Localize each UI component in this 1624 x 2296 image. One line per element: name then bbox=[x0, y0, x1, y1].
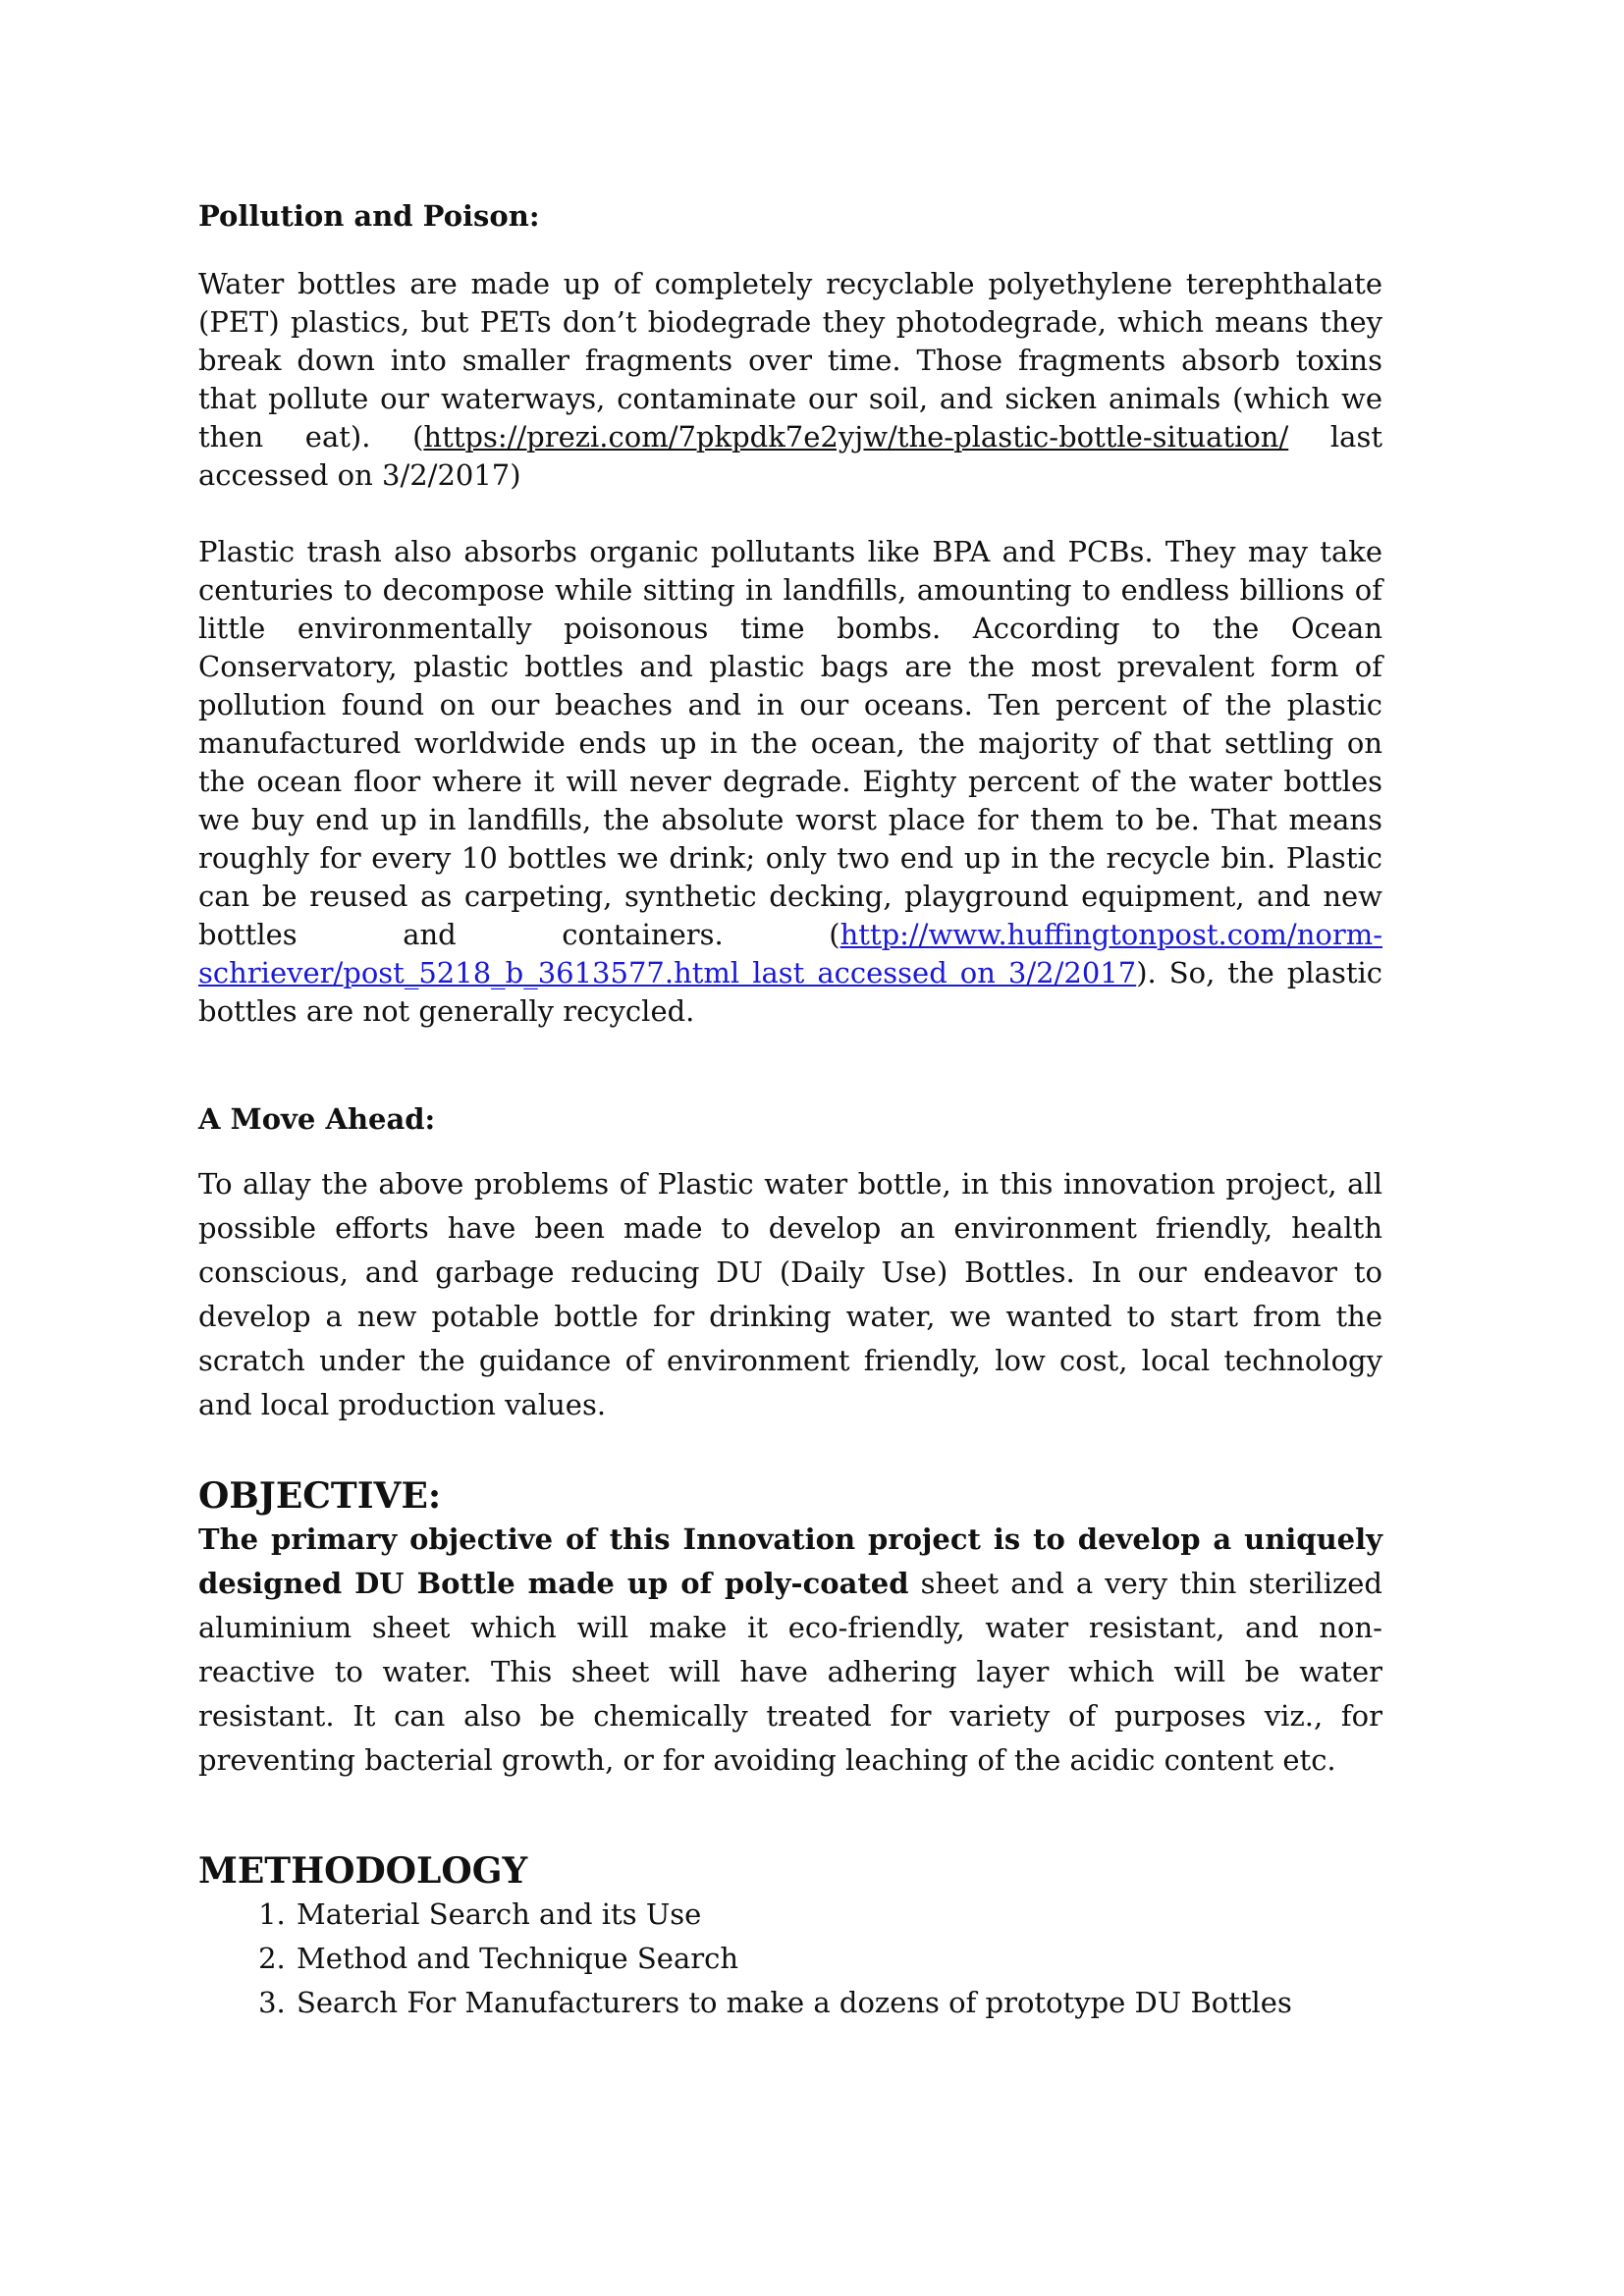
methodology-heading: METHODOLOGY bbox=[198, 1850, 528, 1892]
move-ahead-paragraph: To allay the above problems of Plastic water bottle, in this innovation project, all possible efforts have been made to develop an environment friendly, health conscious, and garbage reducing DU (Daily Use) Bottles. In our endeavor to develop a new potable bottle for drinking water, we wanted to start from the scratch under the guidance of environment friendly, low cost, local technology and local production values. bbox=[198, 1167, 1382, 1421]
list-item: 1. Material Search and its Use bbox=[295, 1893, 1382, 1937]
methodology-list bbox=[198, 1893, 1382, 2025]
objective-bold-text: The primary objective of this Innovation project is to develop a uniquely designed DU Bottle made up of poly-coated bbox=[198, 1522, 1382, 1600]
objective-paragraph bbox=[198, 1518, 1382, 1783]
pollution-paragraph-1 bbox=[198, 265, 1382, 495]
pollution-p2-tail: ). So, the plastic bottles are not generally recycled. bbox=[198, 956, 1383, 1028]
document-page bbox=[198, 196, 1382, 2025]
objective-heading: OBJECTIVE: bbox=[198, 1475, 442, 1517]
move-ahead-heading: A Move Ahead: bbox=[198, 1102, 436, 1136]
pollution-heading: Pollution and Poison: bbox=[198, 199, 540, 233]
objective-text: sheet and a very thin sterilized aluminium sheet which will make it eco-friendly, water resistant, and non-reactive to water. This sheet will have adhering layer which will be water resistant. It can also be chemically treated for variety of purposes viz., for preventing bacterial growth, or for avoiding leaching of the acidic content etc. bbox=[198, 1567, 1382, 1777]
list-item: 2. Method and Technique Search bbox=[295, 1937, 1382, 1981]
pollution-p1-tail: last accessed on 3/2/2017) bbox=[198, 420, 1383, 492]
pollution-p1-text: Water bottles are made up of completely recyclable polyethylene terephthalate (PET) plastics, but PETs don’t biodegrade they photodegrade, which means they break down into smaller fragments over time. Those fragments absorb toxins that pollute our waterways, contaminate our soil, and sicken animals (which we then eat). ( bbox=[198, 267, 1382, 454]
huffingtonpost-link[interactable]: http://www.huffingtonpost.com/norm-schriever/post_5218_b_3613577.html last accessed on 3/2/2017 bbox=[198, 918, 1382, 989]
pollution-paragraph-2 bbox=[198, 533, 1382, 1031]
pollution-p2-text: Plastic trash also absorbs organic pollutants like BPA and PCBs. They may take centuries to decompose while sitting in landfills, amounting to endless billions of little environmentally poisonous time bombs. According to the Ocean Conservatory, plastic bottles and plastic bags are the most prevalent form of pollution found on our beaches and in our oceans. Ten percent of the plastic manufactured worldwide ends up in the ocean, the majority of that settling on the ocean floor where it will never degrade. Eighty percent of the water bottles we buy end up in landfills, the absolute worst place for them to be. That means roughly for every 10 bottles we drink; only two end up in the recycle bin. Plastic can be reused as carpeting, synthetic decking, playground equipment, and new bottles and containers. ( bbox=[198, 535, 1382, 951]
list-item: 3. Search For Manufacturers to make a dozens of prototype DU Bottles bbox=[295, 1981, 1382, 2025]
prezi-link[interactable]: https://prezi.com/7pkpdk7e2yjw/the-plastic-bottle-situation/ bbox=[423, 420, 1289, 454]
